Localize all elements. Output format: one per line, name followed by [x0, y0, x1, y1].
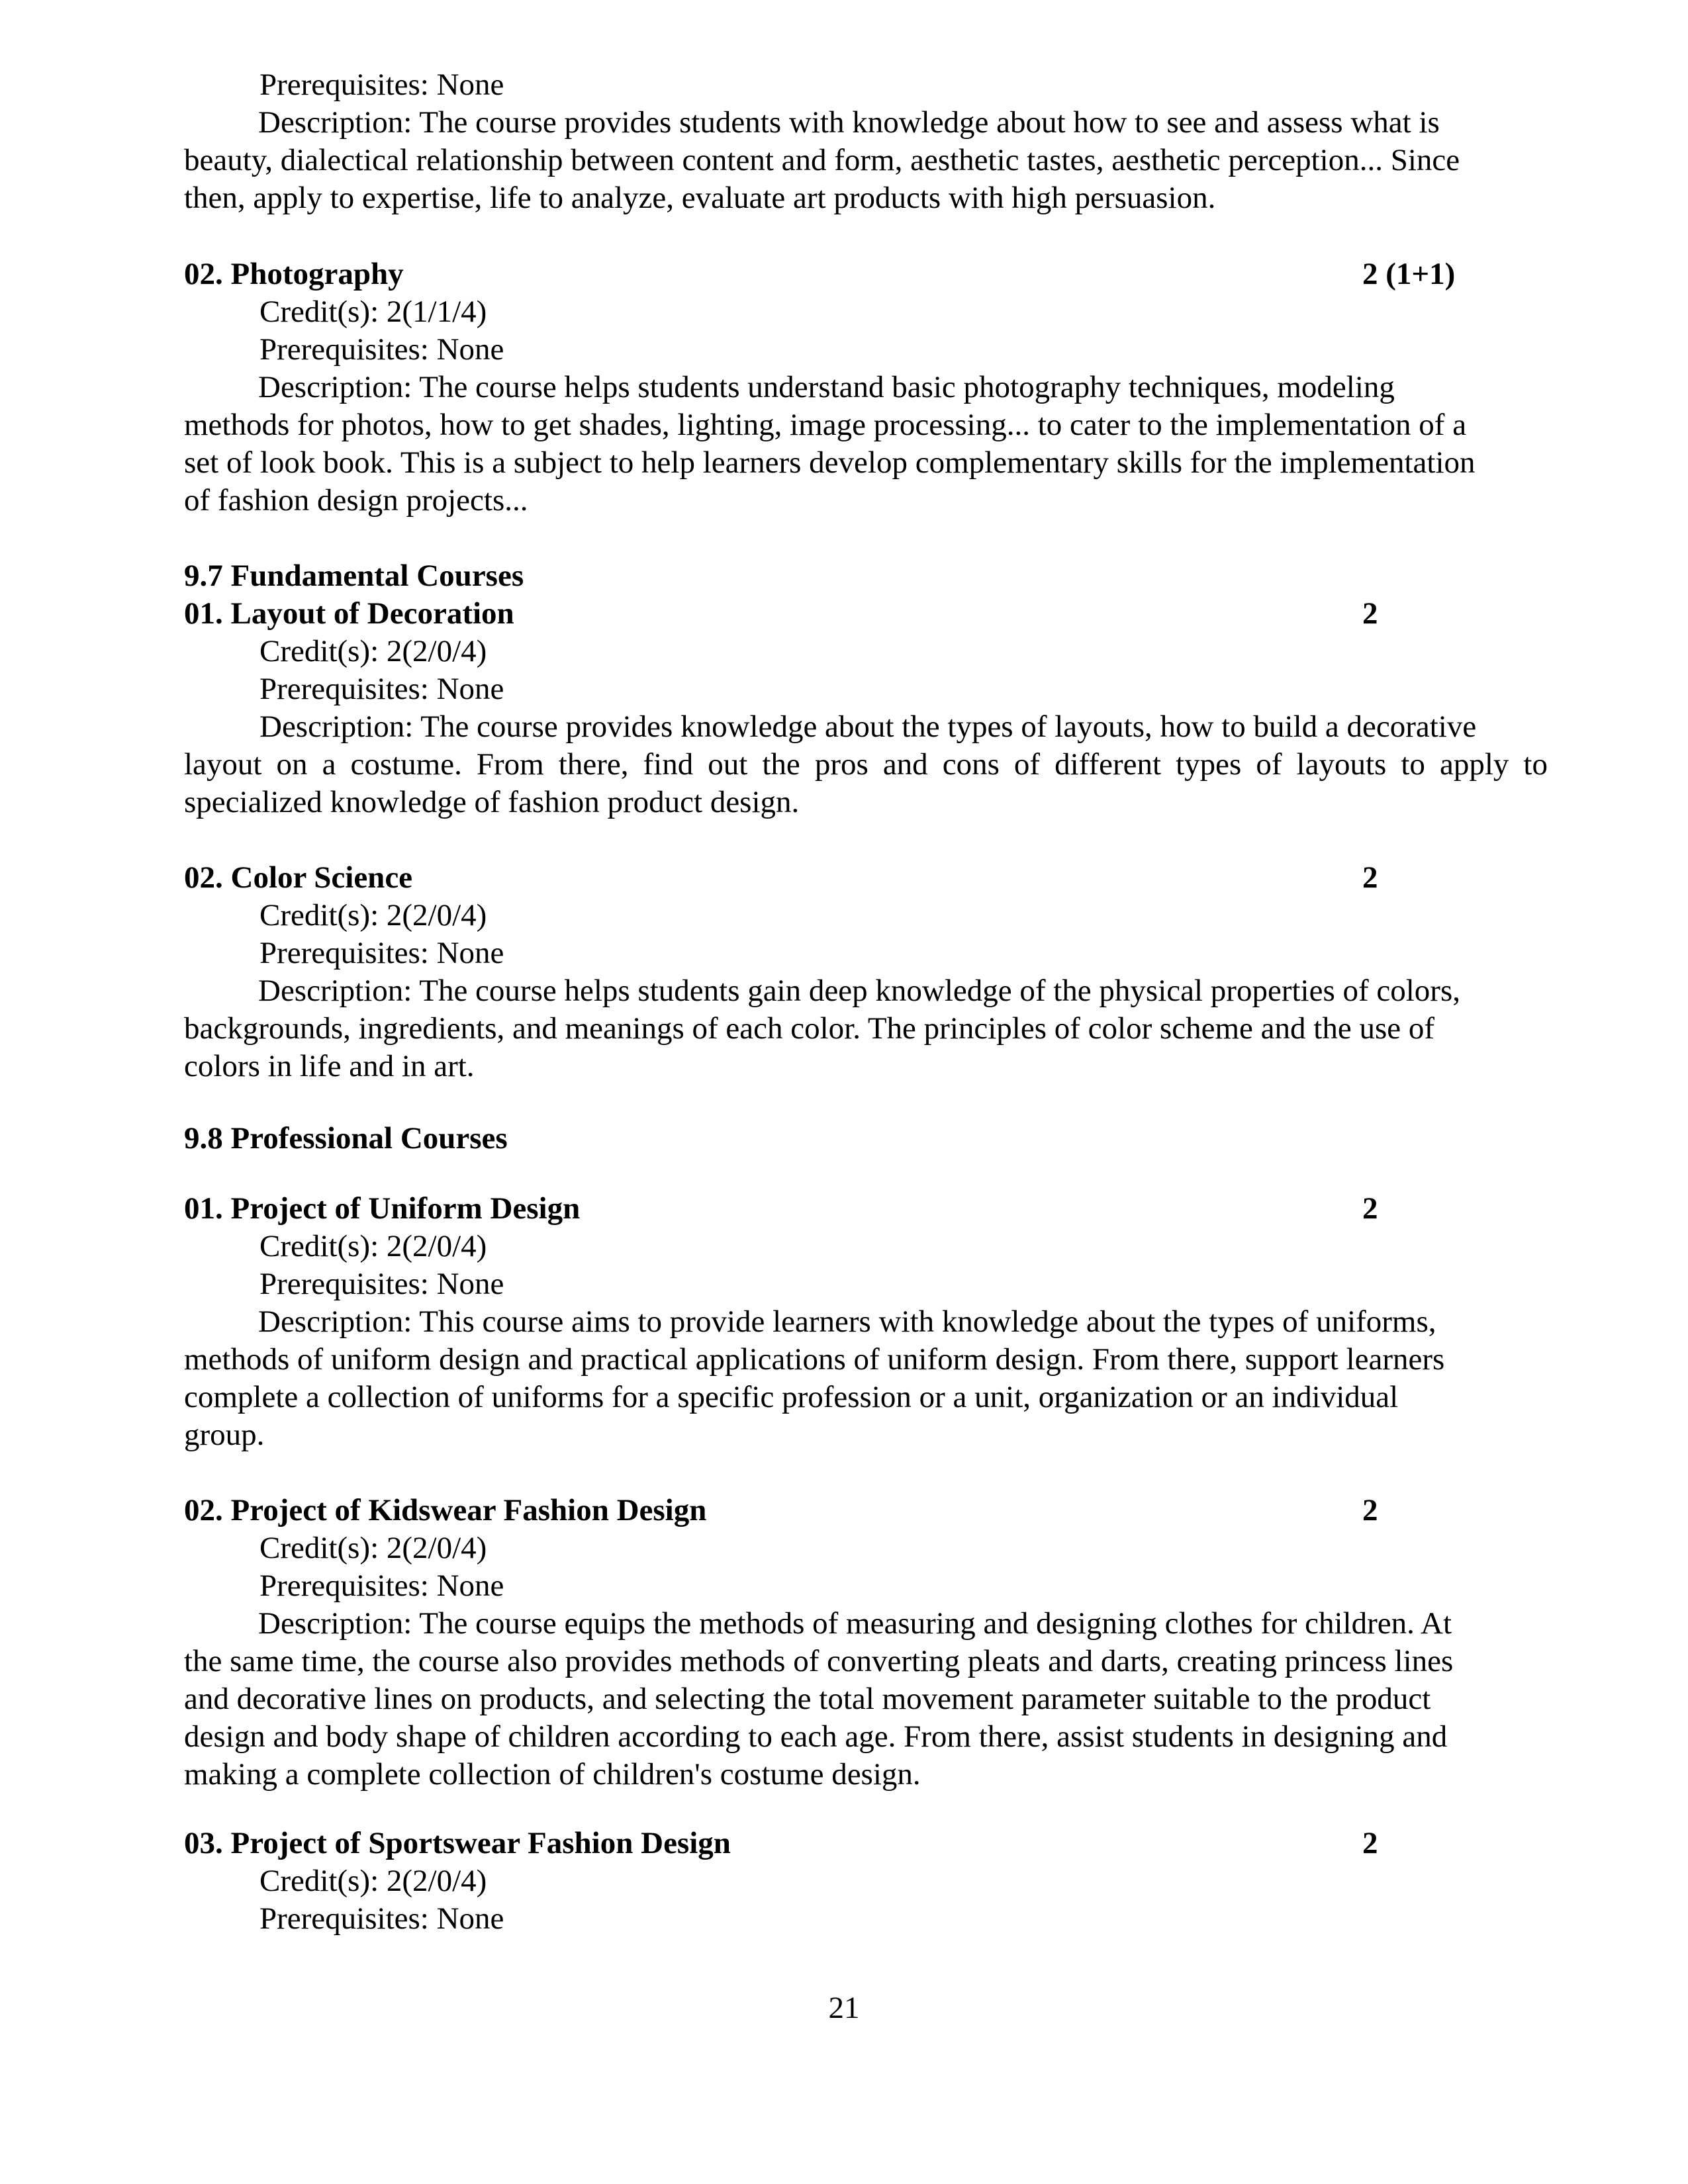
course-description-line: set of look book. This is a subject to help learners develop complementary skills for the implementation	[184, 445, 1476, 480]
course-description-line: and decorative lines on products, and selecting the total movement parameter suitable to the product	[184, 1682, 1431, 1716]
course-description-line: making a complete collection of children's costume design.	[184, 1757, 921, 1792]
course-header-sportswear	[184, 1825, 1462, 1862]
course-title: 02. Photography	[184, 257, 404, 291]
course-description-line: methods of uniform design and practical applications of uniform design. From there, support learners	[184, 1342, 1445, 1377]
section-heading-fundamental: 9.7 Fundamental Courses	[184, 559, 524, 593]
course-credits: Credit(s): 2(2/0/4)	[259, 634, 487, 668]
course-credits: Credit(s): 2(2/0/4)	[259, 898, 487, 933]
course-description-line: complete a collection of uniforms for a specific profession or a unit, organization or an individual	[184, 1380, 1399, 1414]
course-title: 01. Layout of Decoration	[184, 596, 514, 631]
course-description-line: Description: This course aims to provide learners with knowledge about the types of uniforms,	[258, 1304, 1436, 1339]
course-credit-value: 2	[1362, 860, 1378, 895]
course-credit-value: 2	[1362, 596, 1378, 631]
intro-description-line: then, apply to expertise, life to analyze, evaluate art products with high persuasion.	[184, 181, 1216, 215]
course-header-uniform-design	[184, 1190, 1462, 1227]
course-credit-value: 2 (1+1)	[1362, 257, 1456, 291]
course-header-layout-of-decoration	[184, 595, 1462, 632]
course-credit-value: 2	[1362, 1493, 1378, 1527]
course-header-color-science	[184, 859, 1462, 896]
course-header-kidswear	[184, 1492, 1462, 1529]
course-credits: Credit(s): 2(2/0/4)	[259, 1864, 487, 1898]
course-title: 02. Project of Kidswear Fashion Design	[184, 1493, 707, 1527]
course-title: 03. Project of Sportswear Fashion Design	[184, 1826, 731, 1860]
intro-description-line: beauty, dialectical relationship between content and form, aesthetic tastes, aesthetic perception... Since	[184, 143, 1460, 177]
course-title: 01. Project of Uniform Design	[184, 1191, 581, 1226]
course-description-line: group.	[184, 1418, 265, 1452]
course-description-line: methods for photos, how to get shades, lighting, image processing... to cater to the implementation of a	[184, 408, 1467, 442]
course-prerequisites: Prerequisites: None	[259, 1901, 504, 1936]
course-credits: Credit(s): 2(2/0/4)	[259, 1531, 487, 1565]
course-description-line: specialized knowledge of fashion product design.	[184, 785, 800, 819]
course-description-line: Description: The course helps students understand basic photography techniques, modeling	[258, 370, 1395, 404]
course-description-line: design and body shape of children according to each age. From there, assist students in designing and	[184, 1719, 1448, 1754]
course-credit-value: 2	[1362, 1191, 1378, 1226]
course-prerequisites: Prerequisites: None	[259, 672, 504, 706]
course-description-line: Description: The course equips the methods of measuring and designing clothes for children. At	[258, 1606, 1452, 1641]
course-title: 02. Color Science	[184, 860, 413, 895]
course-description-line: Description: The course provides knowledge about the types of layouts, how to build a decorative	[259, 709, 1477, 744]
intro-prerequisites: Prerequisites: None	[259, 68, 504, 102]
course-description-line: colors in life and in art.	[184, 1049, 475, 1083]
course-header-photography	[184, 255, 1462, 293]
section-heading-professional: 9.8 Professional Courses	[184, 1121, 508, 1156]
course-description-line: layout on a costume. From there, find out the pros and cons of different types of layouts to apply to	[184, 747, 1548, 782]
course-description-line: the same time, the course also provides methods of converting pleats and darts, creating princess lines	[184, 1644, 1454, 1678]
course-prerequisites: Prerequisites: None	[259, 332, 504, 367]
course-description-line: Description: The course helps students gain deep knowledge of the physical properties of colors,	[258, 974, 1460, 1008]
intro-description-line: Description: The course provides students with knowledge about how to see and assess what is	[258, 105, 1440, 140]
course-credit-value: 2	[1362, 1826, 1378, 1860]
course-prerequisites: Prerequisites: None	[259, 1267, 504, 1301]
course-prerequisites: Prerequisites: None	[259, 1569, 504, 1603]
course-credits: Credit(s): 2(1/1/4)	[259, 295, 487, 329]
course-prerequisites: Prerequisites: None	[259, 936, 504, 970]
course-description-line: backgrounds, ingredients, and meanings of each color. The principles of color scheme and the use of	[184, 1011, 1434, 1046]
course-credits: Credit(s): 2(2/0/4)	[259, 1229, 487, 1263]
page-number: 21	[828, 1991, 860, 2025]
course-description-line: of fashion design projects...	[184, 483, 528, 518]
